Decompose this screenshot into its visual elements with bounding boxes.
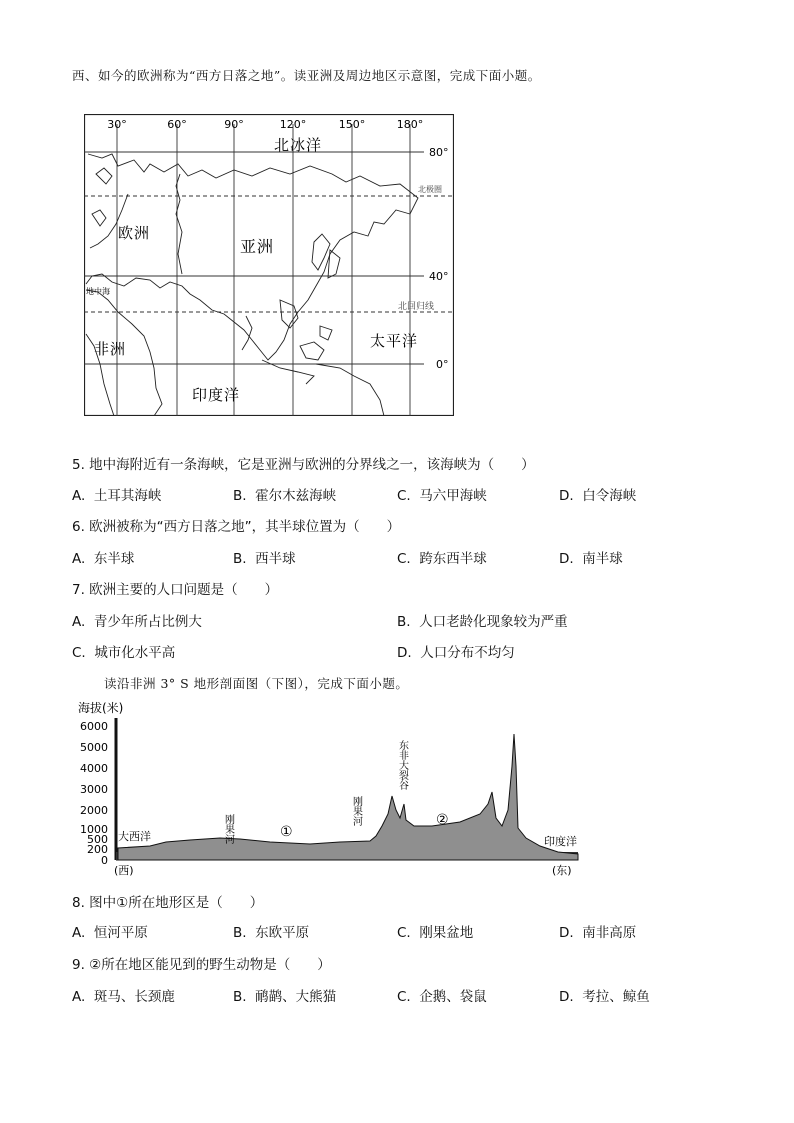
lon-label: 30° [107,118,127,131]
east-label: (东) [552,864,572,877]
profile-ylabel: 海拔(米) [78,701,124,715]
indian-ocean-label: 印度洋 [544,835,577,848]
asia-map [84,114,454,416]
option-7c[interactable]: C. 城市化水平高 [72,645,176,661]
option-9c[interactable]: C. 企鹅、袋鼠 [397,989,487,1005]
africa-label: 非洲 [94,340,127,358]
y-tick: 200 [87,843,108,856]
option-6b[interactable]: B. 西半球 [233,551,296,567]
option-6d[interactable]: D. 南半球 [559,551,623,567]
option-5c[interactable]: C. 马六甲海峡 [397,488,487,504]
tropic-label: 北回归线 [398,302,435,312]
option-5a[interactable]: A. 土耳其海峡 [72,488,162,504]
y-tick: 4000 [80,762,108,775]
congo-river-label-2: 刚果河 [350,796,362,826]
option-9b[interactable]: B. 鸸鹋、大熊猫 [233,989,337,1005]
rift-valley-label: 东非大裂谷 [396,740,408,790]
option-8a[interactable]: A. 恒河平原 [72,925,148,941]
europe-label: 欧洲 [118,224,151,242]
y-tick: 1000 [80,823,108,836]
option-6c[interactable]: C. 跨东西半球 [397,551,487,567]
arctic-circle-label: 北极圈 [418,185,442,194]
y-tick: 5000 [80,741,108,754]
option-8b[interactable]: B. 东欧平原 [233,925,310,941]
option-9d[interactable]: D. 考拉、鲸鱼 [559,989,650,1005]
question-6: 6. 欧洲被称为“西方日落之地”，其半球位置为（ ） [72,519,401,535]
option-6a[interactable]: A. 东半球 [72,551,135,567]
asia-label: 亚洲 [240,237,275,256]
option-9a[interactable]: A. 斑马、长颈鹿 [72,989,175,1005]
lon-label: 90° [224,118,244,131]
west-label: (西) [114,864,134,877]
indian-ocean-label: 印度洋 [192,386,241,404]
congo-river-label-1: 刚果河 [222,814,234,844]
option-5b[interactable]: B. 霍尔木兹海峡 [233,488,337,504]
terrain-profile [70,696,590,878]
intro-text-2: 读沿非洲 3° S 地形剖面图（下图），完成下面小题。 [104,676,409,691]
intro-text-1: 西、如今的欧洲称为“西方日落之地”。读亚洲及周边地区示意图，完成下面小题。 [72,68,541,83]
question-7: 7. 欧洲主要的人口问题是（ ） [72,582,279,598]
lon-label: 60° [167,118,187,131]
marker-2: ② [436,812,449,828]
y-tick: 3000 [80,783,108,796]
lat-label: 0° [436,358,449,371]
question-9: 9. ②所在地区能见到的野生动物是（ ） [72,957,331,973]
y-tick: 6000 [80,720,108,733]
lon-label: 180° [396,118,424,131]
option-7a[interactable]: A. 青少年所占比例大 [72,614,202,630]
y-tick: 0 [101,854,108,867]
arctic-ocean-label: 北冰洋 [274,136,323,154]
lon-label: 150° [338,118,366,131]
option-8c[interactable]: C. 刚果盆地 [397,925,474,941]
y-tick: 500 [87,833,108,846]
option-7d[interactable]: D. 人口分布不均匀 [397,645,515,661]
option-5d[interactable]: D. 白令海峡 [559,488,637,504]
lat-label: 80° [429,146,449,159]
option-8d[interactable]: D. 南非高原 [559,925,637,941]
question-5: 5. 地中海附近有一条海峡，它是亚洲与欧洲的分界线之一，该海峡为（ ） [72,457,535,473]
marker-1: ① [280,824,293,840]
option-7b[interactable]: B. 人口老龄化现象较为严重 [397,614,568,630]
mediterranean-label: 地中海 [86,287,110,296]
lon-label: 120° [279,118,307,131]
pacific-label: 太平洋 [370,332,419,350]
atlantic-label: 大西洋 [118,830,151,843]
lat-label: 40° [429,270,449,283]
y-tick: 2000 [80,804,108,817]
question-8: 8. 图中①所在地形区是（ ） [72,895,264,911]
